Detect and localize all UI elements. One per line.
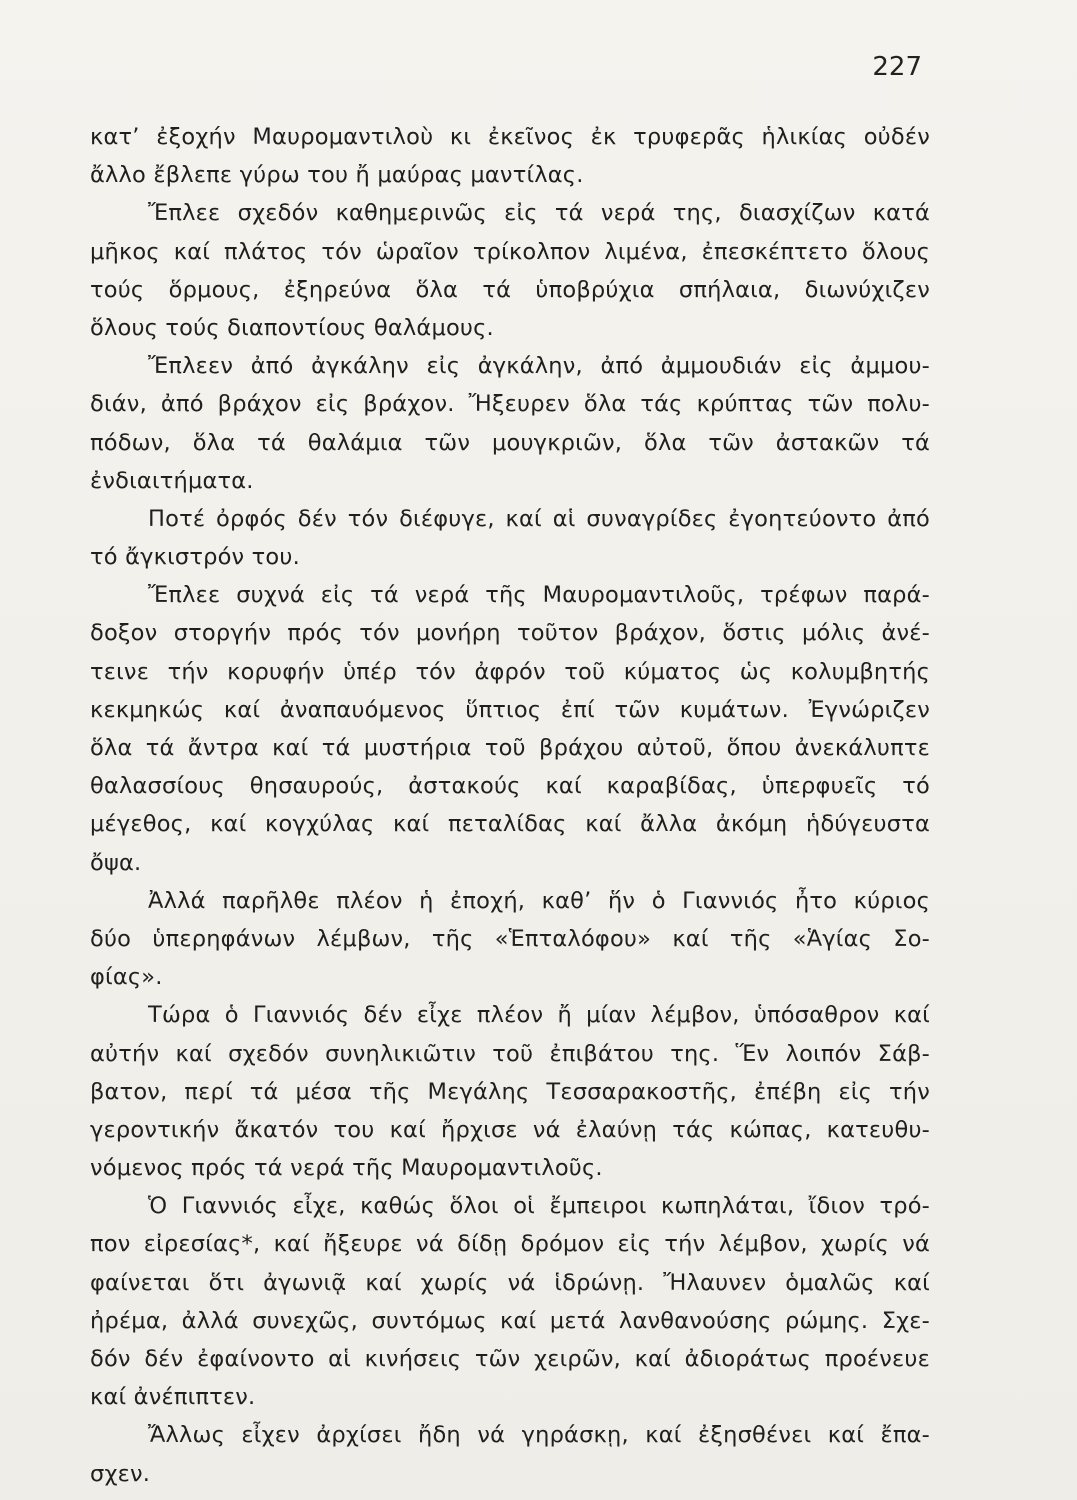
text-line: μῆκος καί πλάτος τόν ὡραῖον τρίκολπον λιμένα, ἐπεσκέπτετο ὅλους — [90, 238, 930, 265]
text-line: αὐτήν καί σχεδόν συνηλικιῶτιν τοῦ ἐπιβάτου της. Ἕν λοιπόν Σάβ- — [90, 1040, 930, 1067]
text-line: Ἔπλεε συχνά εἰς τά νερά τῆς Μαυρομαντιλοῦς, τρέφων παρά- — [148, 582, 930, 609]
text-line: τεινε τήν κορυφήν ὑπέρ τόν ἀφρόν τοῦ κύματος ὡς κολυμβητής — [90, 658, 930, 685]
text-line: τούς ὅρμους, ἐξηρεύνα ὅλα τά ὑποβρύχια σπήλαια, διωνύχιζεν — [90, 276, 930, 303]
text-line: Ἄλλως εἶχεν ἀρχίσει ἤδη νά γηράσκῃ, καί ἐξησθένει καί ἔπα- — [148, 1422, 930, 1449]
text-line: δόν δέν ἐφαίνοντο αἱ κινήσεις τῶν χειρῶν, καί ἀδιοράτως προένευε — [90, 1346, 930, 1372]
text-line: Τώρα ὁ Γιαννιός δέν εἶχε πλέον ἤ μίαν λέμβον, ὑπόσαθρον καί — [148, 1002, 930, 1029]
text-line: ἠρέμα, ἀλλά συνεχῶς, συντόμως καί μετά λανθανούσης ρώμης. Σχε- — [90, 1307, 930, 1334]
text-line: φίας». — [90, 964, 163, 991]
text-line: ὅλους τούς διαποντίους θαλάμους. — [90, 314, 494, 341]
text-line: διάν, ἀπό βράχον εἰς βράχον. Ἤξευρεν ὅλα τάς κρύπτας τῶν πολυ- — [90, 391, 930, 418]
text-line: δύο ὑπερηφάνων λέμβων, τῆς «Ἑπταλόφου» καί τῆς «Ἁγίας Σο- — [90, 925, 930, 952]
text-line: μέγεθος, καί κογχύλας καί πεταλίδας καί ἄλλα ἀκόμη ἡδύγευστα — [90, 811, 930, 838]
text-line: Ὁ Γιαννιός εἶχε, καθώς ὅλοι οἱ ἔμπειροι κωπηλάται, ἴδιον τρό- — [148, 1193, 930, 1220]
text-line: Ποτέ ὀρφός δέν τόν διέφυγε, καί αἱ συναγρίδες ἐγοητεύοντο ἀπό — [148, 505, 930, 532]
text-line: Ἔπλεε σχεδόν καθημερινῶς εἰς τά νερά της, διασχίζων κατά — [148, 200, 930, 227]
text-line: καί ἀνέπιπτεν. — [90, 1384, 256, 1411]
text-line: Ἔπλεεν ἀπό ἀγκάλην εἰς ἀγκάλην, ἀπό ἀμμουδιάν εἰς ἀμμου- — [148, 353, 930, 380]
text-line: πόδων, ὅλα τά θαλάμια τῶν μουγκριῶν, ὅλα τῶν ἀστακῶν τά — [90, 429, 930, 456]
text-line: σχεν. — [90, 1460, 151, 1487]
text-line: ἄλλο ἔβλεπε γύρω του ἤ μαύρας μαντίλας. — [90, 162, 584, 189]
text-line: πον εἰρεσίας*, καί ἤξευρε νά δίδῃ δρόμον εἰς τήν λέμβον, χωρίς νά — [90, 1231, 930, 1258]
text-line: ὅλα τά ἄντρα καί τά μυστήρια τοῦ βράχου αὐτοῦ, ὅπου ἀνεκάλυπτε — [90, 735, 930, 761]
text-line: γεροντικήν ἄκατόν του καί ἤρχισε νά ἐλαύνῃ τάς κώπας, κατευθυ- — [90, 1116, 930, 1143]
body-text — [90, 118, 930, 1493]
text-line: δοξον στοργήν πρός τόν μονήρη τοῦτον βράχον, ὅστις μόλις ἀνέ- — [90, 620, 930, 647]
text-line: Ἀλλά παρῆλθε πλέον ἡ ἐποχή, καθ’ ἥν ὁ Γιαννιός ἦτο κύριος — [148, 887, 930, 914]
text-line: κατ’ ἐξοχήν Μαυρομαντιλοὺ κι ἐκεῖνος ἐκ τρυφερᾶς ἡλικίας οὐδέν — [90, 124, 930, 150]
text-line: κεκμηκώς καί ἀναπαυόμενος ὕπτιος ἐπί τῶν κυμάτων. Ἐγνώριζεν — [90, 696, 930, 723]
text-line: ἐνδιαιτήματα. — [90, 467, 254, 494]
text-line: βατον, περί τά μέσα τῆς Μεγάλης Τεσσαρακοστῆς, ἐπέβη εἰς τήν — [90, 1078, 930, 1105]
text-line: φαίνεται ὅτι ἀγωνιᾷ καί χωρίς νά ἱδρώνῃ. Ἤλαυνεν ὁμαλῶς καί — [90, 1269, 930, 1296]
page-number: 227 — [872, 52, 922, 82]
text-line: θαλασσίους θησαυρούς, ἀστακούς καί καραβίδας, ὑπερφυεῖς τό — [90, 773, 930, 800]
text-line: τό ἄγκιστρόν του. — [90, 544, 300, 571]
text-line: νόμενος πρός τά νερά τῆς Μαυρομαντιλοῦς. — [90, 1155, 603, 1182]
text-line: ὄψα. — [90, 849, 142, 876]
